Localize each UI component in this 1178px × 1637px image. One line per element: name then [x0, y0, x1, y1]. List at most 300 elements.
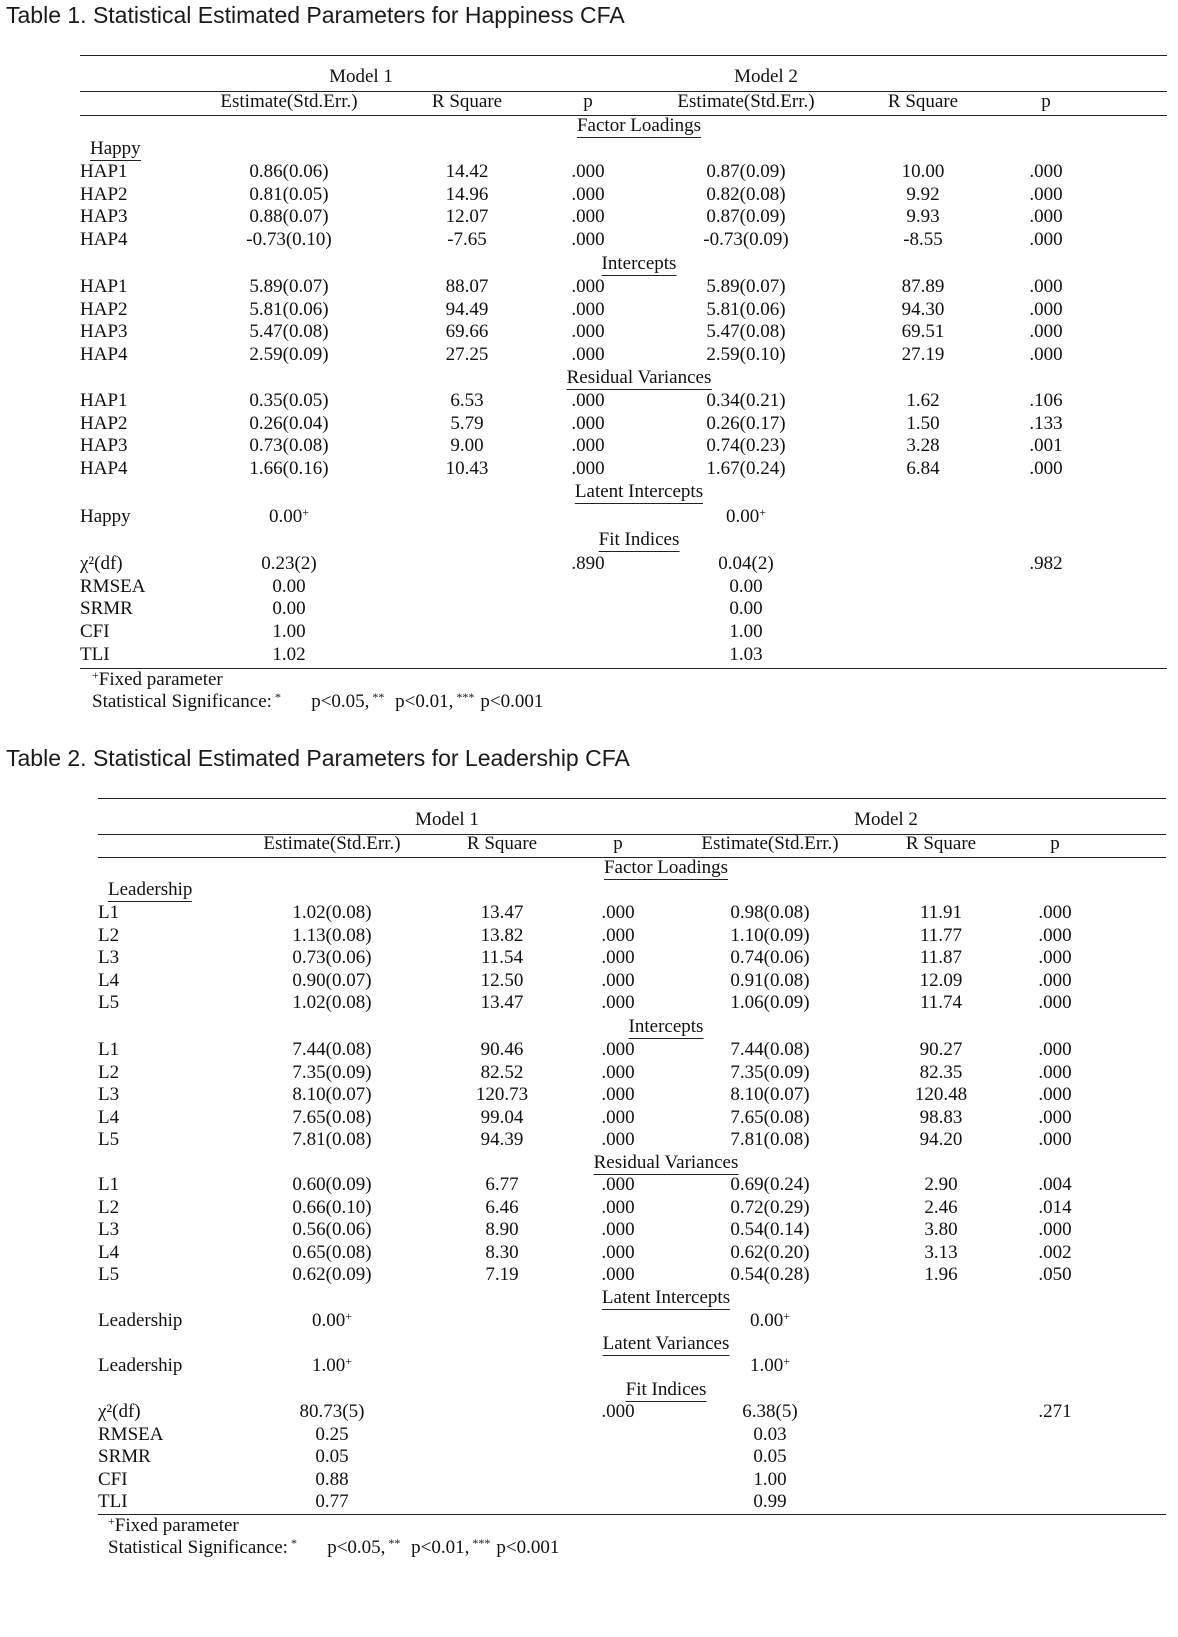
cell-value: 0.03 [753, 1423, 787, 1445]
table-cell [753, 1470, 786, 1489]
section-title: Factor Loadings [603, 857, 729, 878]
table-cell [272, 645, 305, 664]
table-cell [292, 1220, 371, 1239]
table-cell [924, 1265, 957, 1284]
column-header: R Square [431, 91, 503, 112]
section-title: Latent Variances [602, 1333, 730, 1354]
table-cell [601, 903, 634, 922]
cell-value: 14.96 [445, 183, 489, 205]
table-cell [1038, 1108, 1071, 1127]
table-cell [446, 207, 489, 226]
table-cell [706, 414, 785, 433]
table-cell [601, 1175, 634, 1194]
table-cell [249, 277, 328, 296]
cell-value: .000 [1029, 344, 1063, 366]
table-cell [481, 1130, 524, 1149]
table-cell [1029, 230, 1062, 249]
table-cell [730, 1220, 809, 1239]
star-3: *** [453, 690, 475, 704]
cell-value: .000 [1038, 1106, 1072, 1128]
cell-value: .000 [601, 1196, 635, 1218]
table-cell [1038, 993, 1071, 1012]
cell-value: 90.46 [480, 1039, 524, 1060]
fixed-parameter-mark: + [345, 1309, 353, 1323]
cell-value: 13.47 [480, 902, 524, 923]
table-cell [571, 277, 604, 296]
section-title: Intercepts [601, 253, 677, 274]
cell-value: 0.87(0.09) [706, 161, 786, 182]
column-header: Estimate(Std.Err.) [220, 91, 358, 112]
row-label: RMSEA [80, 575, 146, 597]
table-cell [902, 162, 945, 181]
cell-value: .000 [1029, 161, 1063, 182]
table-cell [571, 414, 604, 433]
table-cell [750, 1311, 790, 1330]
cell-value: 0.05 [753, 1446, 787, 1467]
table-cell [249, 345, 328, 364]
table-cell [272, 622, 305, 641]
table-cell [924, 1243, 957, 1262]
table-cell [601, 1040, 634, 1059]
cell-value: .000 [1038, 924, 1072, 946]
cell-value: .000 [601, 1241, 635, 1263]
table-cell [450, 414, 483, 433]
row-label: L4 [98, 969, 120, 991]
cell-value: .000 [601, 992, 635, 1013]
table-cell [1038, 1265, 1071, 1284]
cell-value: .106 [1029, 390, 1063, 411]
cell-value: .000 [1029, 276, 1063, 297]
table-cell [249, 459, 328, 478]
row-label: HAP4 [80, 344, 128, 366]
footnote-p3: p<0.001 [496, 1537, 560, 1558]
cell-value: .000 [571, 458, 605, 480]
table-cell [249, 436, 328, 455]
table-cell [730, 1243, 809, 1262]
table-cell [1029, 277, 1062, 296]
table-1-caption: Table 1. Statistical Estimated Parameters for Happiness CFA [6, 2, 625, 28]
cell-value: 0.73(0.06) [292, 947, 372, 968]
table-cell [601, 1130, 634, 1149]
cell-value: 13.47 [480, 992, 524, 1013]
cell-value: 1.02(0.08) [292, 992, 372, 1013]
group-label: Happy [90, 138, 141, 159]
table-cell [601, 1265, 634, 1284]
table-cell [730, 1063, 809, 1082]
table-cell [920, 1130, 963, 1149]
cell-value: 0.00 [729, 598, 763, 620]
table-cell [906, 207, 939, 226]
cell-value: 10.00 [901, 161, 945, 182]
table-cell [729, 622, 762, 641]
table-cell [1029, 345, 1062, 364]
cell-value: .000 [601, 1084, 635, 1105]
table-cell [315, 1470, 348, 1489]
row-label: L2 [98, 1061, 120, 1083]
table-cell [601, 971, 634, 990]
cell-value: 0.00 [272, 575, 306, 597]
table-cell [450, 436, 483, 455]
cell-value: 8.90 [485, 1219, 519, 1240]
table-cell [902, 345, 945, 364]
cell-value: 0.90(0.07) [292, 969, 372, 991]
cell-value: .000 [1038, 1039, 1072, 1060]
table-cell [706, 391, 785, 410]
cell-value: 0.88 [315, 1468, 349, 1490]
cell-value: .000 [1038, 969, 1072, 991]
table-cell [1029, 554, 1062, 573]
cell-value: 0.74(0.06) [730, 947, 810, 968]
footnote-significance [108, 1538, 559, 1557]
cell-value: -8.55 [903, 229, 943, 251]
row-label: L3 [98, 1219, 120, 1240]
table-cell [718, 554, 773, 573]
fixed-parameter-mark: + [783, 1309, 791, 1323]
cell-value: 5.81(0.06) [706, 298, 786, 320]
row-label: HAP4 [80, 229, 128, 251]
cell-value: 98.83 [919, 1106, 963, 1128]
header-rule [98, 834, 1166, 835]
table-cell [1038, 1085, 1071, 1104]
column-header: R Square [466, 833, 538, 854]
cell-value: 1.03 [729, 643, 763, 665]
cell-value: 1.10(0.09) [730, 924, 810, 946]
cell-value: 14.42 [445, 161, 489, 182]
cell-value: 0.65(0.08) [292, 1241, 372, 1263]
footnote-p3: p<0.001 [480, 691, 544, 712]
cell-value: .000 [601, 1106, 635, 1128]
table-cell [446, 185, 489, 204]
row-label: SRMR [80, 598, 133, 620]
cell-value: .000 [1029, 321, 1063, 343]
cell-value: 5.47(0.08) [706, 321, 786, 343]
table-cell [446, 322, 489, 341]
cell-value: .000 [601, 1401, 635, 1422]
cell-value: 0.00 [272, 598, 306, 620]
cell-value: 5.89(0.07) [706, 276, 786, 297]
cell-value: 0.98(0.08) [730, 902, 810, 923]
row-label: L4 [98, 1241, 120, 1263]
table-cell [729, 645, 762, 664]
cell-value: 1.00 [729, 621, 763, 643]
table-cell [730, 1175, 809, 1194]
cell-value: 0.25 [315, 1423, 349, 1445]
table-cell [906, 459, 939, 478]
row-label: HAP2 [80, 412, 128, 434]
table-cell [571, 300, 604, 319]
table-cell [706, 162, 785, 181]
footnote-p1: p<0.05, [296, 691, 370, 712]
table-cell [706, 345, 785, 364]
cell-value: 3.80 [924, 1219, 958, 1240]
cell-value: 7.35(0.09) [292, 1061, 372, 1083]
table-2-caption: Table 2. Statistical Estimated Parameters for Leadership CFA [6, 745, 630, 771]
cell-value: 8.10(0.07) [292, 1084, 372, 1105]
row-label: HAP4 [80, 458, 128, 480]
table-cell [730, 948, 809, 967]
table-cell [601, 926, 634, 945]
table-cell [476, 1085, 528, 1104]
cell-value: 94.20 [919, 1129, 963, 1150]
table-cell [730, 1085, 809, 1104]
table-cell [446, 162, 489, 181]
fixed-parameter-mark: + [783, 1354, 791, 1368]
row-label: HAP3 [80, 206, 128, 228]
table-cell [706, 459, 785, 478]
table-cell [601, 993, 634, 1012]
table-cell [906, 414, 939, 433]
cell-value: 7.19 [485, 1264, 519, 1285]
section-title: Residual Variances [593, 1152, 739, 1173]
table-cell [571, 230, 604, 249]
cell-value: .000 [601, 924, 635, 946]
table-cell [312, 1311, 352, 1330]
model-2-header: Model 2 [734, 66, 798, 87]
cell-value: .890 [571, 553, 605, 574]
table-cell [920, 993, 962, 1012]
cell-value: 0.86(0.06) [249, 161, 329, 182]
row-label: L4 [98, 1106, 120, 1128]
cell-value: 8.30 [485, 1241, 519, 1263]
cell-value: .000 [1029, 229, 1063, 251]
cell-value: 0.60(0.09) [292, 1174, 372, 1195]
cell-value: 1.02 [272, 643, 306, 665]
cell-value: 0.81(0.05) [249, 183, 329, 205]
table-cell [730, 971, 809, 990]
row-label: HAP1 [80, 390, 128, 411]
table-cell [1038, 1220, 1071, 1239]
cell-value: 1.00 [753, 1468, 787, 1490]
table-cell [730, 903, 809, 922]
column-header: Estimate(Std.Err.) [701, 833, 839, 854]
cell-value: 0.26(0.17) [706, 412, 786, 434]
cell-value: .000 [571, 321, 605, 343]
cell-value: .000 [601, 902, 635, 923]
table-cell [485, 1220, 518, 1239]
row-label: RMSEA [98, 1423, 164, 1445]
table-cell [920, 1063, 963, 1082]
table-cell [730, 1265, 809, 1284]
cell-value: 6.46 [485, 1196, 519, 1218]
cell-value: 1.13(0.08) [292, 924, 372, 946]
cell-value: 90.27 [919, 1039, 963, 1060]
cell-value: .001 [1029, 435, 1063, 457]
cell-value: 8.10(0.07) [730, 1084, 810, 1105]
cell-value: 1.06(0.09) [730, 992, 810, 1013]
table-cell [249, 322, 328, 341]
column-header: Estimate(Std.Err.) [677, 91, 815, 112]
table-cell [753, 1425, 786, 1444]
star-2: ** [369, 690, 385, 704]
cell-value: .000 [1029, 183, 1063, 205]
row-label: L5 [98, 992, 120, 1013]
row-label: HAP2 [80, 183, 128, 205]
cell-value: 94.39 [480, 1129, 524, 1150]
group-label: Leadership [108, 879, 193, 900]
star-2: ** [385, 1536, 401, 1550]
table-cell [1038, 1130, 1071, 1149]
table-cell [1029, 185, 1062, 204]
cell-value: 0.87(0.09) [706, 206, 786, 228]
fixed-parameter-mark: + [92, 668, 99, 682]
table-cell [1038, 1402, 1071, 1421]
table-cell [249, 391, 328, 410]
cell-value: 0.00 [268, 506, 303, 527]
table-cell [312, 1356, 352, 1375]
table-cell [292, 1243, 371, 1262]
cell-value: 1.96 [924, 1264, 958, 1285]
table-cell [1038, 971, 1071, 990]
cell-value: 9.00 [450, 435, 484, 457]
cell-value: 0.00 [725, 506, 760, 527]
cell-value: 5.81(0.06) [249, 298, 329, 320]
table-cell [446, 300, 489, 319]
footnote-p1: p<0.05, [312, 1537, 386, 1558]
table-cell [292, 1108, 371, 1127]
cell-value: 3.13 [924, 1241, 958, 1263]
cell-value: 7.81(0.08) [292, 1129, 372, 1150]
table-cell [906, 391, 939, 410]
cell-value: 7.35(0.09) [730, 1061, 810, 1083]
cell-value: .271 [1038, 1401, 1072, 1422]
table-cell [729, 577, 762, 596]
table-cell [706, 277, 785, 296]
column-header: R Square [905, 833, 977, 854]
row-label: χ²(df) [80, 553, 123, 574]
table-cell [601, 1108, 634, 1127]
table-cell [1029, 300, 1062, 319]
row-label: L3 [98, 1084, 120, 1105]
table-cell [1029, 459, 1062, 478]
table-cell [753, 1447, 786, 1466]
table-cell [249, 300, 328, 319]
table-cell [272, 577, 305, 596]
row-label: L1 [98, 1174, 120, 1195]
row-label: Leadership [98, 1310, 183, 1331]
cell-value: 94.30 [901, 298, 945, 320]
table-cell [269, 507, 309, 526]
cell-value: 0.23(2) [261, 553, 317, 574]
table-1 [80, 55, 1167, 712]
cell-value: .000 [1038, 947, 1072, 968]
cell-value: 0.72(0.29) [730, 1196, 810, 1218]
table-cell [920, 1040, 963, 1059]
cell-value: 7.44(0.08) [730, 1039, 810, 1060]
table-cell [730, 1040, 809, 1059]
table-cell [920, 1108, 963, 1127]
row-label: L1 [98, 902, 120, 923]
cell-value: 0.77 [315, 1491, 349, 1512]
cell-value: 1.00 [272, 621, 306, 643]
cell-value: 1.00 [311, 1355, 346, 1376]
cell-value: 1.67(0.24) [706, 458, 786, 480]
table-cell [920, 903, 962, 922]
bottom-rule [80, 668, 1167, 669]
table-cell [902, 322, 945, 341]
table-cell [571, 459, 604, 478]
cell-value: 0.99 [753, 1491, 787, 1512]
table-cell [706, 436, 785, 455]
star-1: * [271, 690, 281, 704]
table-cell [601, 948, 634, 967]
column-header: p [613, 833, 623, 854]
cell-value: .000 [1038, 902, 1072, 923]
cell-value: .000 [1029, 206, 1063, 228]
table-cell [924, 1175, 957, 1194]
table-cell [485, 1265, 518, 1284]
cell-value: 0.04(2) [718, 553, 774, 574]
top-rule [98, 798, 1166, 799]
row-label: HAP1 [80, 161, 128, 182]
table-cell [292, 948, 371, 967]
row-label: HAP3 [80, 435, 128, 457]
table-cell [703, 230, 788, 249]
section-title: Fit Indices [598, 529, 680, 550]
row-label: TLI [80, 643, 110, 665]
table-cell [292, 971, 371, 990]
section-title: Intercepts [628, 1016, 704, 1037]
footnote-fixed-text: Fixed parameter [98, 669, 223, 690]
table-cell [249, 162, 328, 181]
table-cell [1038, 903, 1071, 922]
cell-value: 12.07 [445, 206, 489, 228]
cell-value: 0.35(0.05) [249, 390, 329, 411]
table-cell [1029, 414, 1062, 433]
table-cell [730, 1130, 809, 1149]
table-cell [571, 207, 604, 226]
cell-value: 80.73(5) [299, 1401, 365, 1422]
cell-value: .000 [571, 229, 605, 251]
cell-value: 9.92 [906, 183, 940, 205]
cell-value: 1.02(0.08) [292, 902, 372, 923]
cell-value: 0.66(0.10) [292, 1196, 372, 1218]
cell-value: 120.73 [475, 1084, 529, 1105]
table-cell [915, 1085, 967, 1104]
cell-value: .000 [1029, 458, 1063, 480]
cell-value: 82.35 [919, 1061, 963, 1083]
table-cell [924, 1198, 957, 1217]
footnote-fixed [108, 1516, 239, 1535]
cell-value: 2.59(0.10) [706, 344, 786, 366]
column-header: p [1050, 833, 1060, 854]
cell-value: 69.51 [901, 321, 945, 343]
table-cell [446, 277, 489, 296]
cell-value: 7.44(0.08) [292, 1039, 372, 1060]
table-cell [315, 1492, 348, 1511]
table-cell [249, 207, 328, 226]
table-cell [481, 1040, 524, 1059]
cell-value: .000 [571, 344, 605, 366]
table-cell [601, 1243, 634, 1262]
cell-value: 10.43 [445, 458, 489, 480]
table-cell [753, 1492, 786, 1511]
cell-value: 0.34(0.21) [706, 390, 786, 411]
table-cell [292, 1265, 371, 1284]
row-label: L2 [98, 924, 120, 946]
cell-value: .000 [571, 390, 605, 411]
cell-value: 0.82(0.08) [706, 183, 786, 205]
table-cell [571, 436, 604, 455]
cell-value: 5.79 [450, 412, 484, 434]
cell-value: 1.00 [749, 1355, 784, 1376]
cell-value: 11.87 [919, 947, 963, 968]
table-cell [446, 459, 489, 478]
cell-value: 12.50 [480, 969, 524, 991]
cell-value: .000 [571, 183, 605, 205]
cell-value: .000 [601, 1264, 635, 1285]
column-header: R Square [887, 91, 959, 112]
cell-value: 1.62 [906, 390, 940, 411]
